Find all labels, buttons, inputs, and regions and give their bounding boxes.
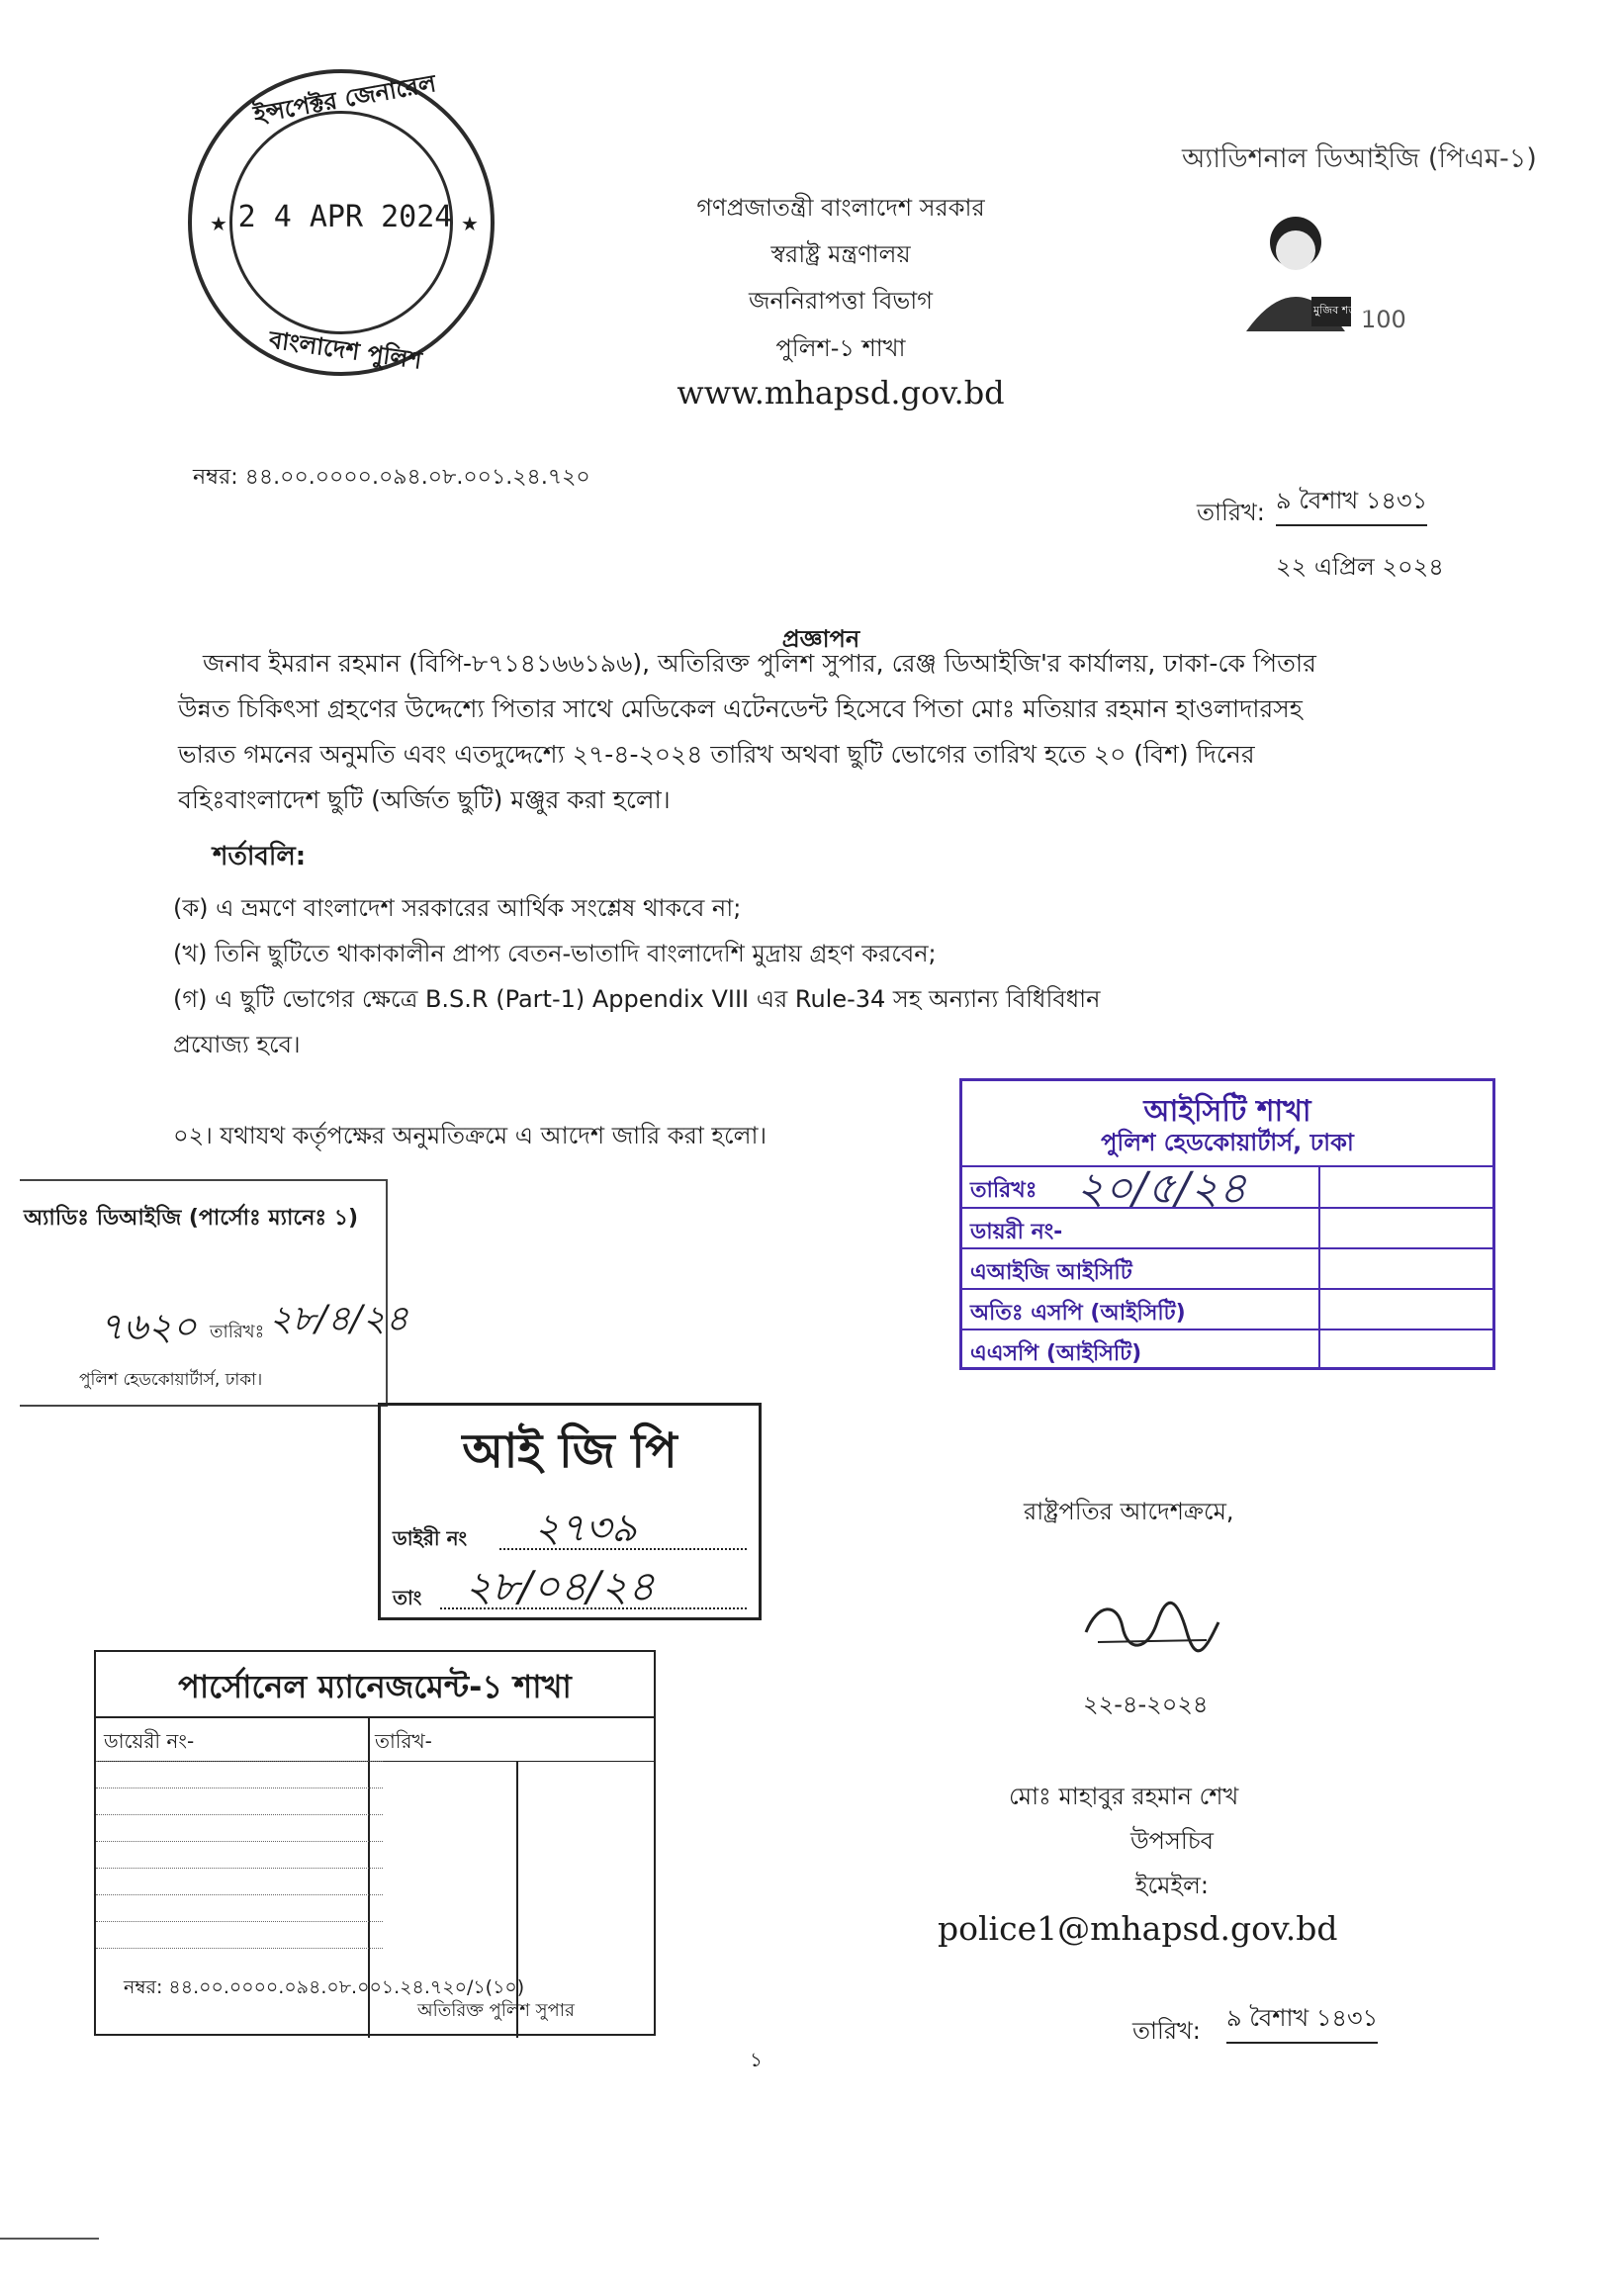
ict-row: ডায়রী নং- (962, 1207, 1492, 1248)
ict-stamp-subtitle: পুলিশ হেডকোয়ার্টার্স, ঢাকা (1101, 1129, 1354, 1156)
presidential-order-line: রাষ্ট্রপতির আদেশক্রমে, (1024, 1498, 1234, 1525)
signatory-designation: উপসচিব (1129, 1827, 1215, 1855)
igp-stamp (378, 1403, 762, 1620)
condition-item: (ক) এ ভ্রমণে বাংলাদেশ সরকারের আর্থিক সংশ্লেষ থাকবে না; (173, 894, 742, 922)
svg-text:100: 100 (1361, 306, 1406, 333)
corner-note: অ্যাডিশনাল ডিআইজি (পিএম-১) (1182, 143, 1537, 174)
memo-date-label: তারিখ: (1197, 499, 1265, 526)
header-government: গণপ্রজাতন্ত্রী বাংলাদেশ সরকার (696, 194, 985, 222)
seal-date: 2 4 APR 2024 (237, 200, 453, 234)
body-line: ভারত গমনের অনুমতি এবং এতদুদ্দেশ্যে ২৭-৪-২০২৪ তারিখ অথবা ছুটি ভোগের তারিখ হতে ২০ (বিশ) দিনের (178, 740, 1255, 769)
email-label: ইমেইল: (1135, 1872, 1209, 1899)
ict-handwritten-date: ২০/৫/২৪ (1076, 1163, 1247, 1214)
ict-row: তারিখঃ (962, 1165, 1492, 1207)
body-line: উন্নত চিকিৎসা গ্রহণের উদ্দেশ্যে পিতার সাথে মেডিকেল এটেনডেন্ট হিসেবে পিতা মোঃ মতিয়ার রহমান হাওলাদারসহ (178, 694, 1303, 723)
signatory-email: police1@mhapsd.gov.bd (938, 1909, 1338, 1948)
conditions-heading: শর্তাবলি: (213, 842, 307, 871)
seal-top-text: ইন্সপেক্টর জেনারেল (251, 69, 438, 130)
igp-date-label: তাং (393, 1586, 422, 1609)
memo-date-bangla: ৯ বৈশাখ ১৪৩১ (1276, 483, 1427, 526)
ict-row: এএসপি (আইসিটি) (962, 1329, 1492, 1370)
condition-item: (গ) এ ছুটি ভোগের ক্ষেত্রে B.S.R (Part-1) Appendix VIII এর Rule-34 সহ অন্যান্য বিধিবিধান (173, 985, 1101, 1013)
igp-diary-number: ২৭৩৯ (534, 1506, 637, 1551)
bottom-date-label: তারিখ: (1132, 2017, 1201, 2045)
header-website: www.mhapsd.gov.bd (677, 374, 1005, 412)
pm-stamp-title: পার্সোনেল ম্যানেজমেন্ট-১ শাখা (178, 1668, 572, 1705)
star-icon: ★ (210, 212, 227, 235)
mujib-emblem (1217, 203, 1406, 336)
left-stamp-number: ৭৬২০ (99, 1305, 197, 1348)
memo-number: নম্বর: ৪৪.০০.০০০০.০৯৪.০৮.০০১.২৪.৭২০ (193, 465, 590, 490)
left-dig-stamp (20, 1179, 409, 1407)
left-stamp-footer: পুলিশ হেডকোয়ার্টার্স, ঢাকা। (79, 1370, 263, 1390)
igp-date: ২৮/০৪/২৪ (465, 1562, 655, 1610)
ict-row: অতিঃ এসপি (আইসিটি) (962, 1288, 1492, 1329)
pm-diary-label: ডায়েরী নং- (104, 1729, 195, 1753)
seal-stamp (188, 69, 495, 376)
bottom-reference-number: নম্বর: ৪৪.০০.০০০০.০৯৪.০৮.০০১.২৪.৭২০/১(১০) (124, 1976, 525, 1998)
pm-stamp-footer: অতিরিক্ত পুলিশ সুপার (417, 2000, 575, 2021)
bottom-date-value: ৯ বৈশাখ ১৪৩১ (1226, 2000, 1378, 2044)
page-number: ১ (750, 2048, 763, 2071)
header-division: জননিরাপত্তা বিভাগ (749, 287, 933, 315)
left-stamp-date-label: তারিখঃ (210, 1322, 265, 1342)
signature-date: ২২-৪-২০২৪ (1083, 1691, 1209, 1718)
condition-item: প্রযোজ্য হবে। (173, 1031, 301, 1058)
signatory-name: মোঃ মাহাবুর রহমান শেখ (1009, 1783, 1239, 1810)
emblem-caption: মুজিব শতবর্ষ (1313, 304, 1369, 317)
header-ministry: স্বরাষ্ট্র মন্ত্রণালয় (770, 240, 911, 268)
conditions-list (173, 885, 1449, 1067)
body-line: জনাব ইমরান রহমান (বিপি-৮৭১৪১৬৬১৯৬), অতিরিক্ত পুলিশ সুপার, রেঞ্জ ডিআইজি'র কার্যালয়, ঢাকা-কে পিতার (203, 649, 1316, 678)
seal-bottom-text: বাংলাদেশ পুলিশ (267, 325, 424, 375)
star-icon: ★ (461, 212, 479, 235)
condition-item: (খ) তিনি ছুটিতে থাকাকালীন প্রাপ্য বেতন-ভাতাদি বাংলাদেশি মুদ্রায় গ্রহণ করবেন; (173, 940, 937, 967)
document-title: প্রজ্ঞাপন (781, 625, 860, 653)
left-stamp-title: অ্যাডিঃ ডিআইজি (পার্সোঃ ম্যানেঃ ১) (24, 1206, 359, 1231)
igp-stamp-title: আই জি পি (462, 1423, 677, 1479)
header-branch: পুলিশ-১ শাখা (775, 334, 906, 362)
igp-diary-label: ডাইরী নং (393, 1526, 468, 1550)
ict-row: এআইজি আইসিটি (962, 1247, 1492, 1289)
memo-date-english: ২২ এপ্রিল ২০২৪ (1276, 553, 1444, 581)
body-line: বহিঃবাংলাদেশ ছুটি (অর্জিত ছুটি) মঞ্জুর করা হলো। (178, 785, 671, 814)
body-paragraph (178, 641, 1459, 823)
pm-date-label: তারিখ- (375, 1729, 432, 1753)
paragraph-two: ০২। যথাযথ কর্তৃপক্ষের অনুমতিক্রমে এ আদেশ জারি করা হলো। (173, 1122, 767, 1149)
left-stamp-date: ২৮/৪/২৪ (269, 1299, 409, 1339)
ict-branch-stamp (959, 1078, 1495, 1370)
ict-stamp-title: আইসিটি শাখা (1143, 1094, 1311, 1129)
signature-mark (1078, 1593, 1226, 1662)
scan-edge (0, 2238, 99, 2240)
